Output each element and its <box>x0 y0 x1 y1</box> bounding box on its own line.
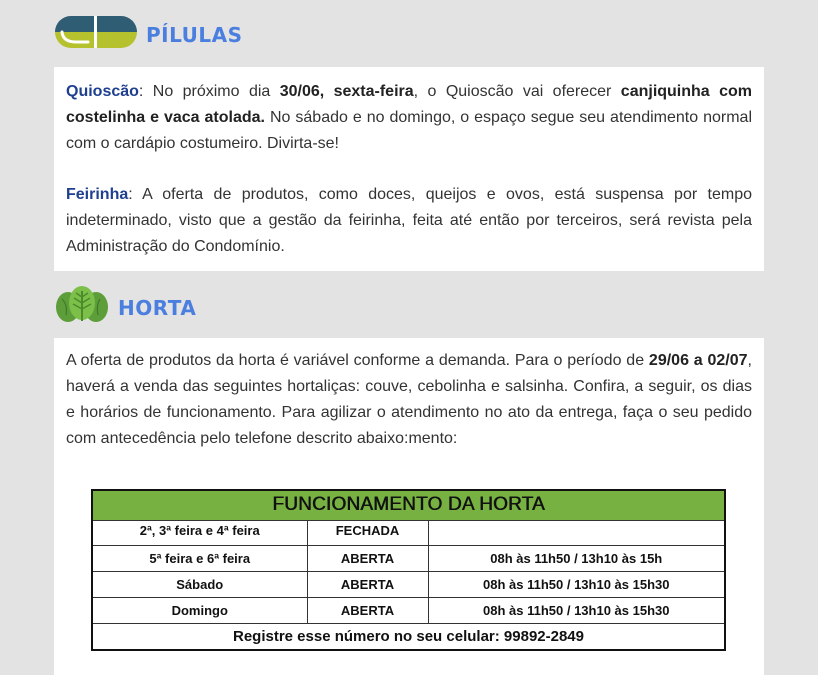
horta-intro-text-1: A oferta de produtos da horta é variável conforme a demanda. Para o período de <box>66 352 649 369</box>
pill-capsule-icon <box>54 14 138 55</box>
quiosco-paragraph <box>66 79 752 157</box>
days-cell: Domingo <box>92 597 307 623</box>
table-row <box>92 520 725 545</box>
table-row <box>92 545 725 571</box>
status-cell: ABERTA <box>307 545 428 571</box>
section-title-horta: HORTA <box>118 295 197 320</box>
table-title-row <box>92 490 725 520</box>
pilulas-header <box>54 14 243 55</box>
table-row <box>92 571 725 597</box>
status-cell: ABERTA <box>307 597 428 623</box>
horta-schedule-table <box>91 489 726 651</box>
days-cell: 5ª feira e 6ª feira <box>92 545 307 571</box>
table-footer-row <box>92 623 725 650</box>
quiosco-label: Quioscão <box>66 83 139 100</box>
horta-intro-paragraph <box>66 348 752 452</box>
hours-cell: 08h às 11h50 / 13h10 às 15h30 <box>428 597 725 623</box>
pilulas-card <box>54 67 764 271</box>
kale-leaves-icon <box>54 285 110 330</box>
table-row <box>92 597 725 623</box>
hours-cell: 08h às 11h50 / 13h10 às 15h <box>428 545 725 571</box>
horta-period: 29/06 a 02/07 <box>648 352 748 369</box>
horta-intro-text-2: , haverá a venda das seguintes hortaliças: couve, cebolinha e salsinha. Confira, a seguir, os dias e horários de funcionamento. Para agilizar o atendimento no ato da entrega, faça o seu pedido com antecedência pelo telefone descrito abaixo:mento: <box>66 352 752 447</box>
quiosco-text-1: : No próximo dia <box>138 83 280 100</box>
quiosco-menu: canjiquinha com costelinha e vaca atolada. <box>66 83 753 126</box>
status-cell: FECHADA <box>307 520 428 545</box>
table-title: FUNCIONAMENTO DA HORTA <box>92 490 725 520</box>
days-cell: Sábado <box>92 571 307 597</box>
status-cell: ABERTA <box>307 571 428 597</box>
feirinha-text: : A oferta de produtos, como doces, queijos e ovos, está suspensa por tempo indeterminado, visto que a gestão da feirinha, feita até então por terceiros, será revista pela Administração do Condomínio. <box>66 186 752 255</box>
hours-cell: 08h às 11h50 / 13h10 às 15h30 <box>428 571 725 597</box>
quiosco-date: 30/06, sexta-feira <box>279 83 414 100</box>
days-cell: 2ª, 3ª feira e 4ª feira <box>92 520 307 545</box>
horta-header <box>54 285 196 330</box>
feirinha-label: Feirinha <box>66 186 129 203</box>
hours-cell <box>428 520 725 545</box>
horta-card <box>54 338 764 675</box>
phone-note: Registre esse número no seu celular: 99892-2849 <box>92 623 725 650</box>
feirinha-paragraph <box>66 182 752 260</box>
quiosco-text-2: , o Quioscão vai oferecer <box>413 83 621 100</box>
quiosco-text-3: No sábado e no domingo, o espaço segue seu atendimento normal com o cardápio costumeiro. Divirta-se! <box>66 109 752 152</box>
section-title-pilulas: PÍLULAS <box>146 22 243 47</box>
